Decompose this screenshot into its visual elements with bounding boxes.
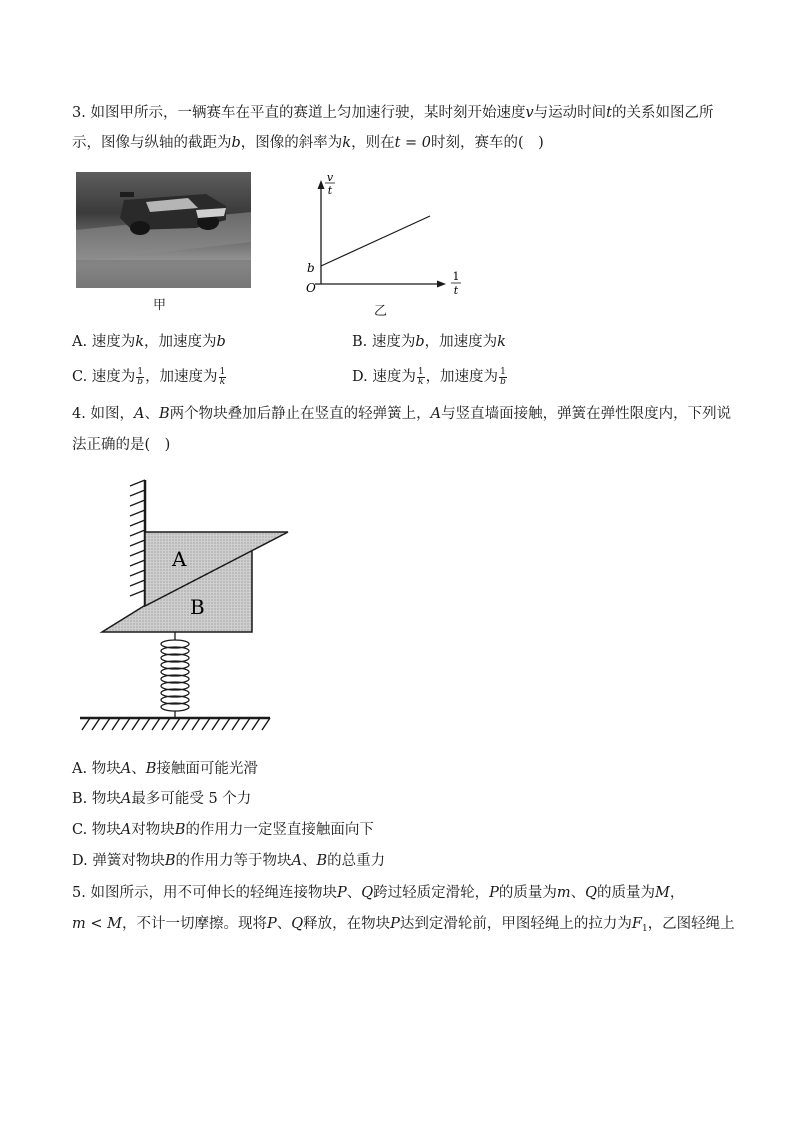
fraction: $\frac{1}{k}$	[417, 366, 424, 387]
graph-line	[321, 216, 430, 266]
q3-option-a[interactable]: A. 速度为k，加速度为b	[72, 334, 226, 350]
var-b: b	[231, 135, 241, 151]
q3-stem-line-2: 示，图像与纵轴的截距为b，图像的斜率为k，则在t = 0时刻，赛车的( )	[72, 135, 544, 151]
x-axis-label-den: t	[453, 284, 459, 297]
q4-stem-line-1: 4. 如图，A、B两个物块叠加后静止在竖直的轻弹簧上，A与竖直墙面接触，弹簧在弹性限度内，下列说	[72, 406, 732, 422]
q5-stem-line-2: m < M，不计一切摩擦。现将P、Q释放，在物块P达到定滑轮前，甲图轻绳上的拉力为$F_1$，乙图轻绳上	[72, 916, 735, 934]
fraction: $\frac{1}{b}$	[500, 366, 506, 387]
race-car-icon	[76, 172, 251, 288]
caption-yi: 乙	[374, 304, 388, 319]
q3-stem-line-1: 3. 如图甲所示，一辆赛车在平直的赛道上匀加速行驶，某时刻开始速度v与运动时间t的关系如图乙所	[72, 105, 714, 121]
y-axis-arrow	[318, 180, 325, 189]
intercept-label: b	[307, 261, 315, 275]
q4-option-d[interactable]: D. 弹簧对物块B的作用力等于物块A、B的总重力	[72, 853, 386, 869]
graph-yi	[290, 166, 470, 316]
var-v: v	[525, 105, 534, 121]
y-axis-label-den: t	[327, 184, 333, 197]
spring	[161, 632, 189, 718]
var-k: k	[342, 135, 352, 151]
q3-option-c[interactable]: C. 速度为 $\frac{1}{b}$ ，加速度为 $\frac{1}{k}$	[72, 366, 226, 387]
block-label-b: B	[190, 595, 205, 619]
caption-jia: 甲	[153, 298, 167, 313]
q4-option-b[interactable]: B. 物块A最多可能受 5 个力	[72, 791, 252, 807]
race-car-photo	[76, 172, 251, 288]
q4-option-a[interactable]: A. 物块A、B接触面可能光滑	[72, 761, 258, 777]
x-axis-label-num: 1	[452, 270, 460, 283]
origin-label: O	[306, 281, 316, 295]
y-axis-label-num: v	[326, 171, 334, 184]
eq-t0: t = 0	[394, 135, 432, 151]
q4-stem-line-2: 法正确的是( )	[72, 437, 171, 453]
wall-hatching	[130, 480, 145, 596]
q4-option-c[interactable]: C. 物块A对物块B的作用力一定竖直接触面向下	[72, 822, 374, 838]
q3-option-d[interactable]: D. 速度为 $\frac{1}{k}$ ，加速度为 $\frac{1}{b}$	[352, 366, 506, 387]
x-axis-arrow	[437, 281, 446, 288]
blocks-spring-figure	[70, 476, 300, 736]
ground-hatching	[82, 718, 270, 730]
q3-option-b[interactable]: B. 速度为b，加速度为k	[352, 334, 506, 350]
q5-stem-line-1: 5. 如图所示，用不可伸长的轻绳连接物块P、Q跨过轻质定滑轮，P的质量为m、Q的质量为M，	[72, 885, 685, 901]
fraction: $\frac{1}{k}$	[219, 366, 226, 387]
block-label-a: A	[172, 547, 187, 571]
fraction: $\frac{1}{b}$	[137, 366, 144, 387]
var-t: t	[606, 105, 612, 121]
